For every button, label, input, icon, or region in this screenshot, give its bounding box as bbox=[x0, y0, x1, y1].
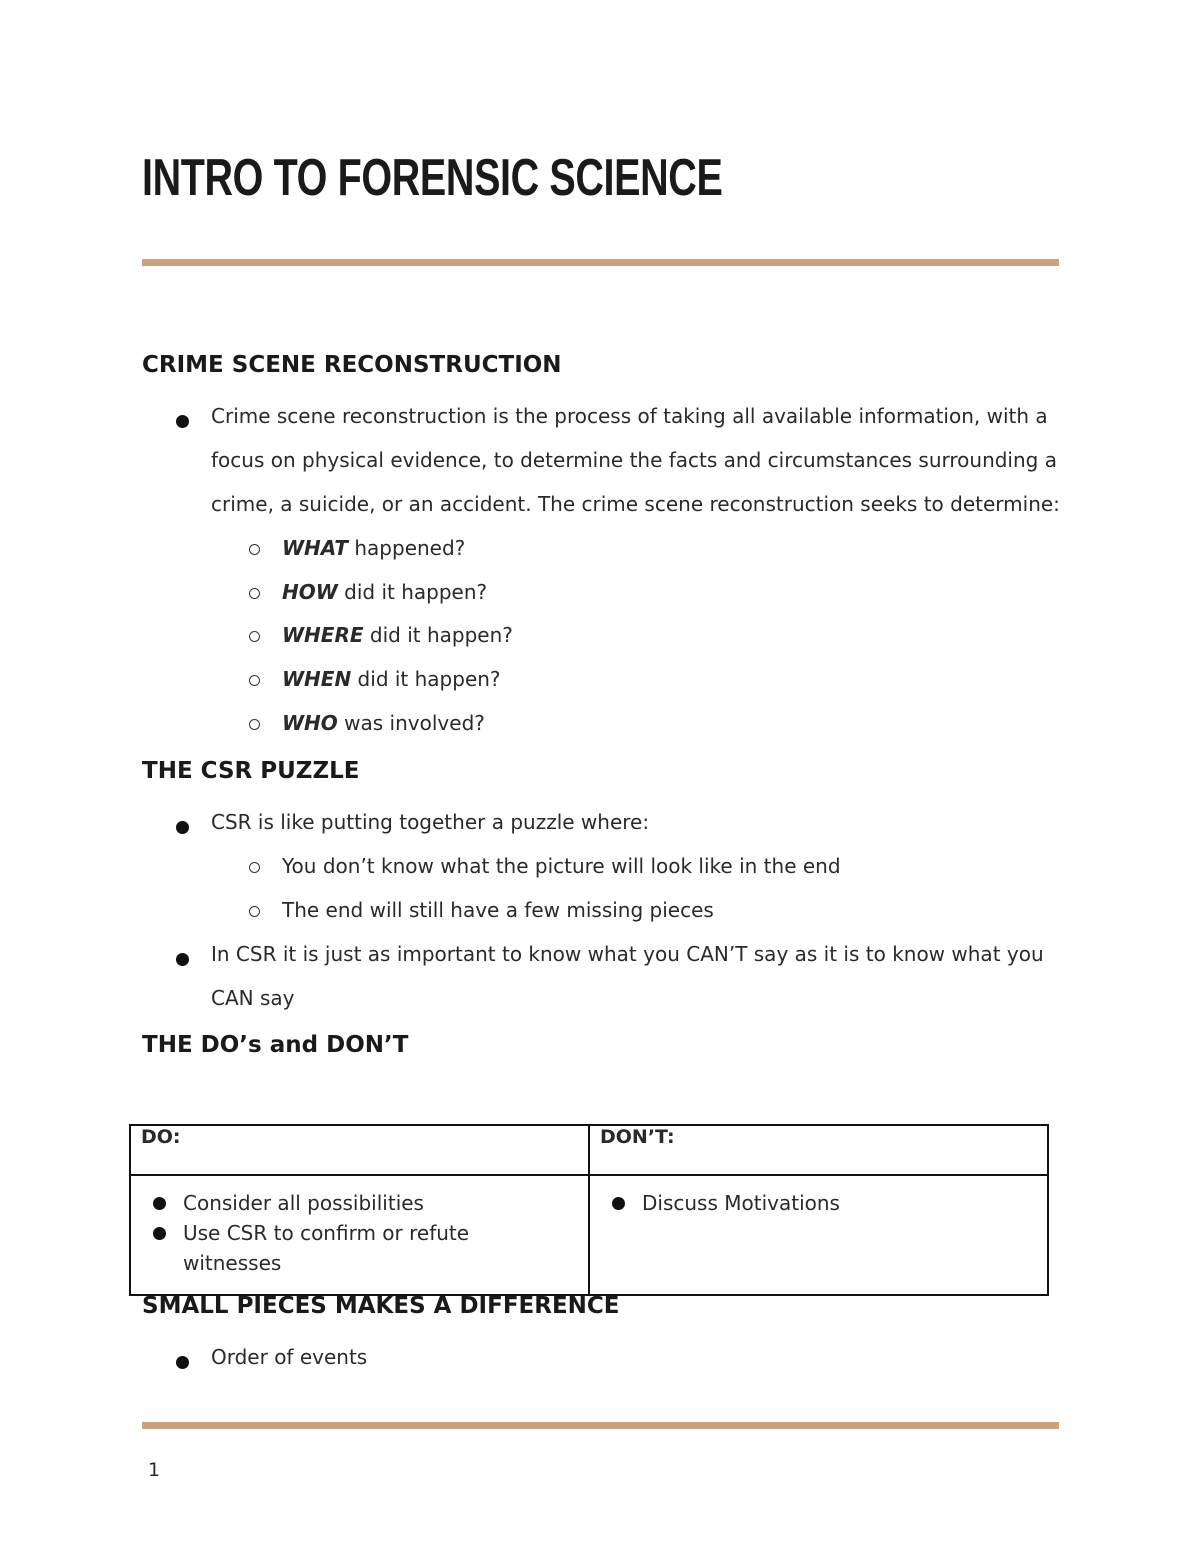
bullet-icon bbox=[612, 1197, 625, 1210]
dos-donts-table bbox=[129, 1124, 1049, 1296]
bullet-icon bbox=[176, 1356, 189, 1369]
sub-bullet-icon bbox=[249, 719, 260, 730]
page-title: INTRO TO FORENSIC SCIENCE bbox=[142, 149, 723, 207]
question-item bbox=[282, 666, 501, 692]
question-text: did it happen? bbox=[351, 667, 501, 691]
paragraph-line: In CSR it is just as important to know what you CAN’T say as it is to know what you bbox=[211, 942, 1044, 966]
list-item: CSR is like putting together a puzzle where: bbox=[211, 810, 650, 834]
table-header-do: DO: bbox=[130, 1125, 589, 1175]
bullet-icon bbox=[176, 415, 189, 428]
list-item bbox=[141, 1188, 578, 1218]
sub-bullet-icon bbox=[249, 675, 260, 686]
question-item bbox=[282, 710, 485, 736]
list-item-label: Use CSR to confirm or refute bbox=[183, 1221, 470, 1245]
list-item: You don’t know what the picture will look like in the end bbox=[282, 854, 841, 878]
question-keyword: WHERE bbox=[282, 623, 364, 647]
do-cell bbox=[130, 1175, 589, 1295]
bullet-icon bbox=[153, 1227, 166, 1240]
paragraph-line: CAN say bbox=[211, 986, 295, 1010]
question-text: was involved? bbox=[337, 711, 485, 735]
list-item: Order of events bbox=[211, 1345, 368, 1369]
sub-bullet-icon bbox=[249, 588, 260, 599]
section-heading-small-pieces: SMALL PIECES MAKES A DIFFERENCE bbox=[142, 1293, 620, 1319]
question-text: did it happen? bbox=[363, 623, 513, 647]
question-keyword: WHO bbox=[282, 711, 338, 735]
question-keyword: WHEN bbox=[282, 667, 352, 691]
list-item-label: witnesses bbox=[183, 1251, 282, 1275]
paragraph-line: focus on physical evidence, to determine the facts and circumstances surrounding a bbox=[211, 448, 1057, 472]
question-item bbox=[282, 579, 487, 605]
bullet-icon bbox=[176, 953, 189, 966]
section-heading-csr: CRIME SCENE RECONSTRUCTION bbox=[142, 352, 562, 378]
bullet-icon bbox=[153, 1197, 166, 1210]
question-item bbox=[282, 622, 513, 648]
list-item-continuation bbox=[141, 1248, 578, 1278]
sub-bullet-icon bbox=[249, 544, 260, 555]
section-heading-puzzle: THE CSR PUZZLE bbox=[142, 758, 360, 784]
list-item: The end will still have a few missing pieces bbox=[282, 898, 714, 922]
paragraph-line: crime, a suicide, or an accident. The crime scene reconstruction seeks to determine: bbox=[211, 492, 1060, 516]
page-number: 1 bbox=[148, 1459, 161, 1481]
list-item bbox=[141, 1218, 578, 1248]
sub-bullet-icon bbox=[249, 631, 260, 642]
title-divider bbox=[142, 259, 1059, 266]
question-item bbox=[282, 535, 465, 561]
question-keyword: HOW bbox=[282, 580, 338, 604]
dont-cell bbox=[589, 1175, 1048, 1295]
question-text: did it happen? bbox=[337, 580, 488, 604]
question-text: happened? bbox=[348, 536, 466, 560]
list-item-label: Consider all possibilities bbox=[183, 1191, 424, 1215]
sub-bullet-icon bbox=[249, 862, 260, 873]
question-keyword: WHAT bbox=[282, 536, 349, 560]
bullet-icon bbox=[176, 821, 189, 834]
paragraph-line: Crime scene reconstruction is the process of taking all available information, with a bbox=[211, 404, 1048, 428]
list-item-label: Discuss Motivations bbox=[642, 1191, 840, 1215]
sub-bullet-icon bbox=[249, 906, 260, 917]
section-heading-dos: THE DO’s and DON’T bbox=[142, 1032, 409, 1058]
table-header-dont: DON’T: bbox=[589, 1125, 1048, 1175]
list-item bbox=[600, 1188, 1037, 1218]
footer-divider bbox=[142, 1422, 1059, 1429]
